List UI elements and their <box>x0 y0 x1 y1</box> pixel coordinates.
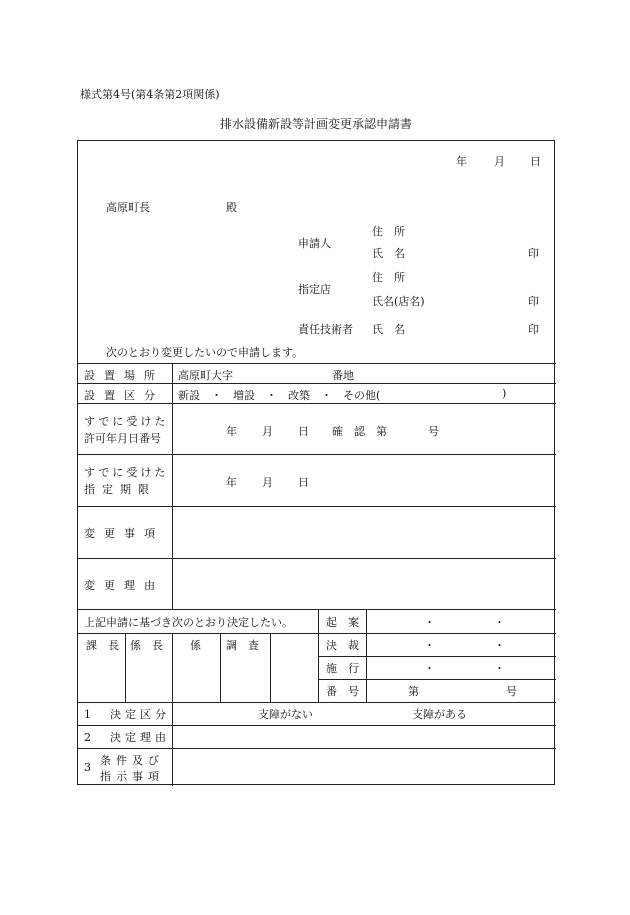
number-go: 号 <box>506 685 517 698</box>
confirm-text: 確 認 第 <box>332 425 387 438</box>
location-value: 高原町大字 <box>178 369 233 382</box>
dot: ・ <box>424 639 435 652</box>
permit-month: 月 <box>262 425 273 438</box>
decision-category-label: 1 決定区分 <box>84 708 170 721</box>
date-day: 日 <box>530 155 541 168</box>
category-label: 設置区分 <box>84 389 164 402</box>
period-label-1: すでに受けた <box>84 466 169 479</box>
date-year: 年 <box>456 155 467 168</box>
form-title: 排水設備新設等計画変更承認申請書 <box>220 117 413 131</box>
no-problem-option: 支障がない <box>258 708 313 721</box>
conditions-label-1: 条件及び <box>100 754 164 767</box>
category-close: ) <box>502 387 507 400</box>
divider <box>78 725 556 726</box>
permit-label-2: 許可年月日番号 <box>84 432 161 445</box>
chief-label: 課 長 <box>86 639 119 652</box>
permit-number-suffix: 号 <box>428 425 439 438</box>
divider <box>270 633 271 702</box>
dot: ・ <box>424 662 435 675</box>
decision-statement: 上記申請に基づき次のとおり決定したい。 <box>84 616 293 629</box>
engineer-label: 責任技術者 <box>298 323 353 336</box>
divider <box>220 633 221 702</box>
category-options: 新設 ・ 増設 ・ 改築 ・ その他( <box>178 389 381 402</box>
staff-label: 係 <box>190 639 201 652</box>
conditions-number: 3 <box>84 761 91 774</box>
applicant-seal: 印 <box>528 247 539 260</box>
period-label-2: 指定期限 <box>84 483 156 496</box>
divider <box>78 506 556 507</box>
permit-day: 日 <box>298 425 309 438</box>
location-label: 設置場所 <box>84 369 164 382</box>
divider <box>78 748 556 749</box>
divider <box>172 633 173 702</box>
divider <box>318 609 319 702</box>
divider <box>78 403 556 404</box>
engineer-name-label: 氏 名 <box>372 323 405 336</box>
period-month: 月 <box>262 476 273 489</box>
divider <box>78 363 556 364</box>
enforced-label: 施 行 <box>326 662 359 675</box>
divider <box>78 702 556 703</box>
addressee: 高原町長 <box>106 201 150 214</box>
divider <box>172 702 173 786</box>
designated-store-label: 指定店 <box>298 283 331 296</box>
applicant-name-label: 氏 名 <box>372 247 405 260</box>
divider <box>78 383 556 384</box>
honorific: 殿 <box>226 201 237 214</box>
application-form <box>77 140 555 785</box>
decided-label: 決 裁 <box>326 639 359 652</box>
divider <box>318 679 556 680</box>
store-seal: 印 <box>528 295 539 308</box>
decision-reason-label: 2 決定理由 <box>84 731 170 744</box>
dot: ・ <box>494 616 505 629</box>
dot: ・ <box>494 662 505 675</box>
store-address-label: 住 所 <box>372 271 405 284</box>
divider <box>366 609 367 702</box>
number-dai: 第 <box>408 685 419 698</box>
divider <box>78 454 556 455</box>
change-reason-label: 変更理由 <box>84 579 164 592</box>
period-day: 日 <box>298 476 309 489</box>
number-label: 番 号 <box>326 685 359 698</box>
location-suffix: 番地 <box>332 369 354 382</box>
application-statement: 次のとおり変更したいので申請します。 <box>106 346 304 359</box>
permit-year: 年 <box>226 425 237 438</box>
permit-label-1: すでに受けた <box>84 415 169 428</box>
applicant-address-label: 住 所 <box>372 225 405 238</box>
conditions-label-2: 指示事項 <box>100 770 164 783</box>
dot: ・ <box>494 639 505 652</box>
date-month: 月 <box>494 155 505 168</box>
store-name-label: 氏名(店名) <box>372 295 425 308</box>
divider <box>172 363 173 609</box>
divider <box>78 609 556 610</box>
period-year: 年 <box>226 476 237 489</box>
problem-option: 支障がある <box>412 708 467 721</box>
check-label: 調 査 <box>226 639 259 652</box>
change-items-label: 変更事項 <box>84 527 164 540</box>
subchief-label: 係 長 <box>130 639 163 652</box>
divider <box>78 633 556 634</box>
divider <box>125 633 126 702</box>
divider <box>318 656 556 657</box>
divider <box>78 558 556 559</box>
dot: ・ <box>424 616 435 629</box>
drafted-label: 起 案 <box>326 616 359 629</box>
form-number: 様式第4号(第4条第2項関係) <box>80 88 220 101</box>
applicant-label: 申請人 <box>298 237 331 250</box>
engineer-seal: 印 <box>528 323 539 336</box>
